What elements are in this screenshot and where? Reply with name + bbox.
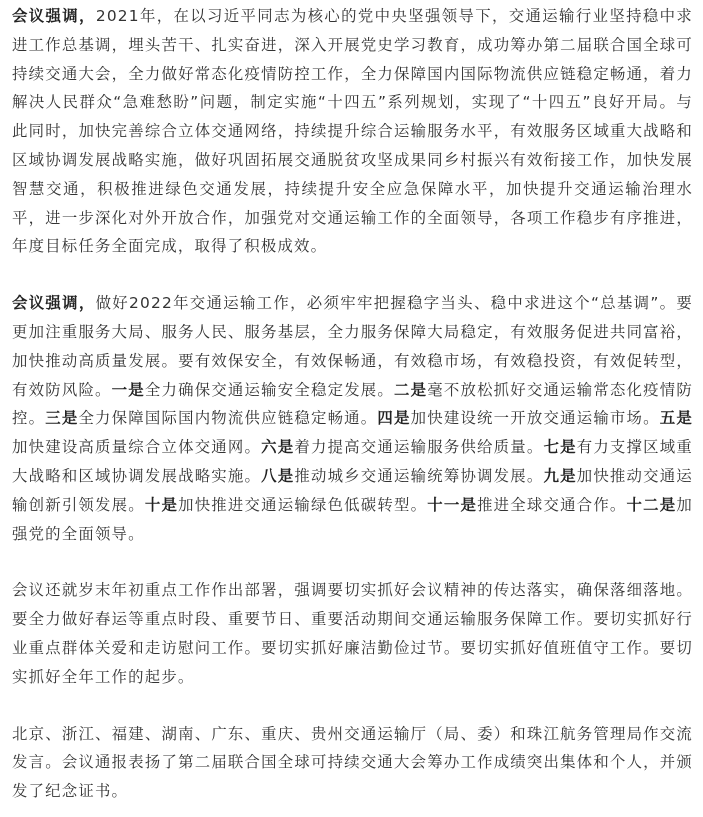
emphasis-text: 一是 <box>111 380 145 399</box>
paragraph-year-end-deployment <box>12 576 693 691</box>
body-text: 全力保障国际国内物流供应链稳定畅通。 <box>78 409 378 428</box>
emphasis-text: 五是 <box>659 409 693 428</box>
emphasis-text: 四是 <box>377 409 411 428</box>
body-text: 毫不放松抓好交通运输常态化疫情防控。 <box>12 380 693 428</box>
emphasis-text: 三是 <box>45 409 79 428</box>
emphasis-text: 会议强调， <box>12 294 96 313</box>
emphasis-text: 十是 <box>144 495 179 514</box>
emphasis-text: 会议强调， <box>12 7 96 25</box>
body-text: 加快建设高质量综合立体交通网。 <box>12 438 262 457</box>
body-text: 推进全球交通合作。 <box>477 495 627 514</box>
body-text: 北京、浙江、福建、湖南、广东、重庆、贵州交通运输厅（局、委）和珠江航务管理局作交流发言。会议通报表扬了第二届联合国全球可持续交通大会筹办工作成绩突出集体和个人，并颁发了纪念证书。 <box>12 724 693 801</box>
body-text: 加快推动交通运输创新引领发展。 <box>12 466 693 514</box>
body-text: 全力确保交通运输安全稳定发展。 <box>144 380 395 399</box>
body-text: 加快建设统一开放交通运输市场。 <box>410 409 660 428</box>
body-text: 推动城乡交通运输统筹协调发展。 <box>294 466 544 485</box>
body-text: 着力提高交通运输服务供给质量。 <box>294 438 544 457</box>
paragraph-exchange-speeches <box>12 720 693 806</box>
emphasis-text: 八是 <box>261 466 295 485</box>
body-text: 做好2022年交通运输工作，必须牢牢把握稳字当头、稳中求进这个“总基调”。要更加注重服务大局、服务人民、服务基层，全力服务保障大局稳定，有效服务促进共同富裕，加快推动高质量发展。要有效保安全，有效保畅通，有效稳市场，有效稳投资，有效促转型，有效防风险。 <box>12 294 693 399</box>
paragraph-review-2021 <box>12 2 693 261</box>
emphasis-text: 六是 <box>261 438 295 457</box>
emphasis-text: 九是 <box>543 466 577 485</box>
body-text: 加快推进交通运输绿色低碳转型。 <box>178 495 428 514</box>
body-text: 有力支撑区域重大战略和区域协调发展战略实施。 <box>12 438 693 485</box>
body-text: 加强党的全面领导。 <box>12 495 693 543</box>
emphasis-text: 二是 <box>394 380 428 399</box>
emphasis-text: 十一是 <box>427 495 478 514</box>
emphasis-text: 十二是 <box>626 495 677 514</box>
emphasis-text: 七是 <box>543 438 577 457</box>
paragraph-tasks-2022 <box>12 289 693 548</box>
body-text: 会议还就岁末年初重点工作作出部署，强调要切实抓好会议精神的传达落实，确保落细落地。要全力做好春运等重点时段、重要节日、重要活动期间交通运输服务保障工作。要切实抓好行业重点群体关爱和走访慰问工作。要切实抓好廉洁勤俭过节。要切实抓好值班值守工作。要切实抓好全年工作的起步。 <box>12 581 693 686</box>
body-text: 2021年，在以习近平同志为核心的党中央坚强领导下，交通运输行业坚持稳中求进工作总基调，埋头苦干、扎实奋进，深入开展党史学习教育，成功筹办第二届联合国全球可持续交通大会，全力做好常态化疫情防控工作，全力保障国内国际物流供应链稳定畅通，着力解决人民群众“急难愁盼”问题，制定实施“十四五”系列规划，实现了“十四五”良好开局。与此同时，加快完善综合立体交通网络，持续提升综合运输服务水平，有效服务区域重大战略和区域协调发展战略实施，做好巩固拓展交通脱贫攻坚成果同乡村振兴有效衔接工作，加快发展智慧交通，积极推进绿色交通发展，持续提升安全应急保障水平，加快提升交通运输治理水平，进一步深化对外开放合作，加强党对交通运输工作的全面领导，各项工作稳步有序推进，年度目标任务全面完成，取得了积极成效。 <box>12 7 693 256</box>
